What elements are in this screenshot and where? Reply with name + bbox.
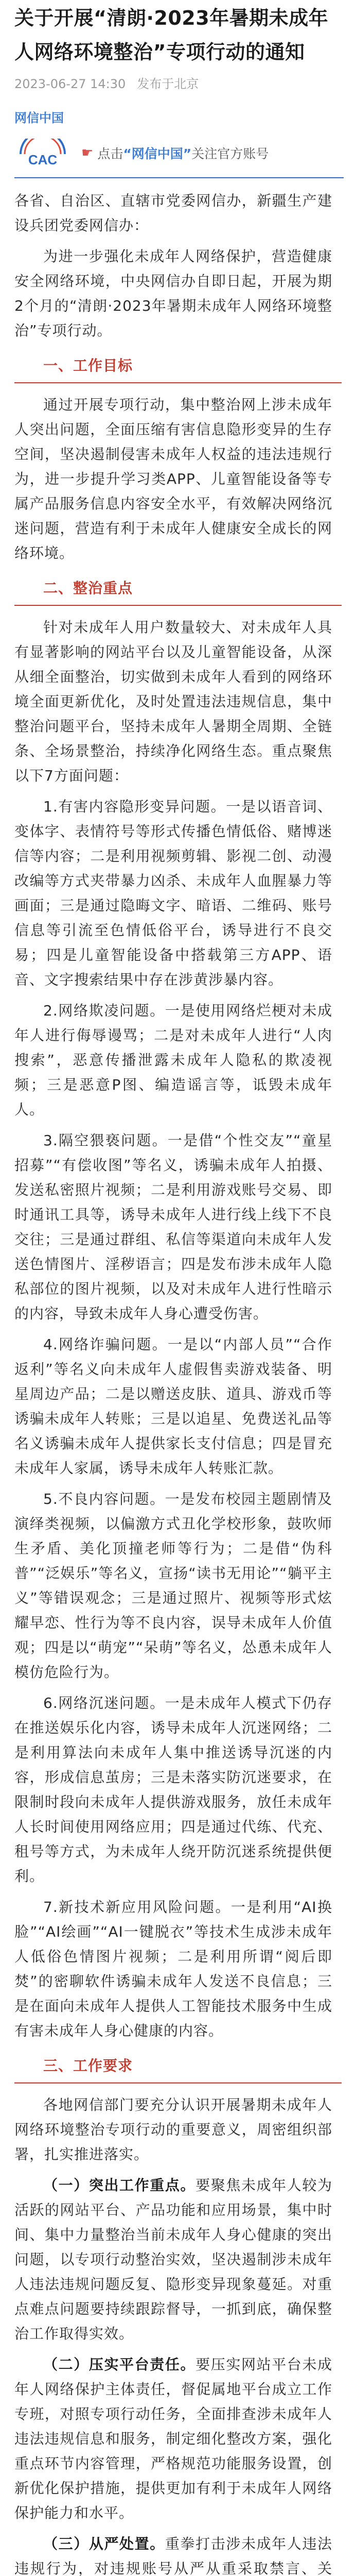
paragraph: 针对未成年人用户数量较大、对未成年人具有显著影响的网站平台以及儿童智能设备，从深从细全面整治，切实做到未成年人看到的网络环境全面更新优化，及时处置违法违规信息，集中整治问题平台，坚持未成年人暑期全周期、全链条、全场景整治，持续净化网络生态。重点聚焦以下7方面问题： — [14, 619, 332, 784]
paragraph: 各地网信部门要充分认识开展暑期未成年人网络环境整治专项行动的重要意义，周密组织部署，扎实推进落实。 — [14, 2096, 332, 2163]
item-text: 要压实网站平台未成年人网络保护主体责任，督促属地平台成立工作专班，对照专项行动任务，全面排查涉未成年人违法违规信息和服务，制定细化整改方案，强化重点环节内容管理，严格规范功能服务设置，创新优化保护措施，提供更加有利于未成年人网络保护能力和水平。 — [14, 2356, 332, 2521]
list-item: 5.不良内容问题。一是发布校园主题剧情及演绎类视频，以偏激方式丑化学校形象，鼓吹师生矛盾、美化顶撞老师等行为；二是借“伪科普”“泛娱乐”等名义，宣扬“读书无用论”“躺平主义”等错误观念；三是通过照片、视频等形式炫耀早恋、性行为等不良内容，误导未成年人价值观；四是以“萌宠”“呆萌”等名义，怂恿未成年人模仿危险行为。 — [14, 1490, 332, 1681]
article-body — [14, 189, 332, 2576]
section-underline — [14, 605, 342, 606]
intro-paragraph: 为进一步强化未成年人网络保护，营造健康安全网络环境，中央网信办自即日起，开展为期2个月的“清朗·2023年暑期未成年人网络环境整治”专项行动。 — [14, 248, 332, 339]
list-item: 6.网络沉迷问题。一是未成年人模式下仍存在推送娱乐化内容，诱导未成年人沉迷网络；二是利用算法向未成年人集中推送诱导沉迷的内容，形成信息茧房；三是未落实防沉迷要求，在限制时段向未成年人提供游戏服务，放任未成年人长时间使用网络应用；四是通过代练、代充、租号等方式，为未成年人绕开防沉迷系统提供便利。 — [14, 1694, 332, 1885]
list-item — [14, 2173, 332, 2346]
item-heading: （二）压实平台责任。 — [43, 2356, 196, 2373]
article-meta — [14, 75, 332, 93]
item-heading: （一）突出工作重点。 — [43, 2177, 196, 2194]
list-item: 3.隔空猥亵问题。一是借“个性交友”“童星招募”“有偿收图”等名义，诱骗未成年人拍摄、发送私密照片视频；二是利用游戏账号交易、即时通讯工具等，诱导未成年人进行线上线下不良交往；三是通过群组、私信等渠道向未成年人发送色情图片、淫秽语言；四是发布涉未成年人隐私部位的图片视频，以及对未成年人进行性暗示的内容，导致未成年人身心遭受伤害。 — [14, 1132, 332, 1322]
salutation: 各省、自治区、直辖市党委网信办，新疆生产建设兵团党委网信办： — [14, 192, 332, 234]
section-underline — [14, 382, 342, 383]
list-item — [14, 2532, 332, 2576]
source-account-link[interactable]: 网信中国 — [14, 110, 64, 125]
list-item: 2.网络欺凌问题。一是使用网络烂梗对未成年人进行侮辱谩骂；二是对未成年人进行“人肉搜索”，恶意传播泄露未成年人隐私的欺凌视频；三是恶意P图、编造谣言等，诋毁未成年人。 — [14, 1002, 332, 1118]
follow-prompt[interactable] — [81, 144, 269, 162]
pointing-hand-icon: ☛ — [81, 145, 94, 161]
publish-date: 2023-06-27 14:30 — [14, 77, 126, 91]
section-heading-1: 一、工作目标 — [43, 357, 133, 374]
click-text: 点击 — [97, 146, 123, 161]
item-text: 重拳打击涉未成年人违法违规行为，对违规账号从严从重采取禁言、关 — [14, 2535, 332, 2576]
paragraph: 通过开展专项行动，集中整治网上涉未成年人突出问题，全面压缩有害信息隐形变异的生存空间，坚决遏制侵害未成年人权益的违法违规行为，进一步提升学习类APP、儿童智能设备等专属产品服务信息内容安全水平，有效解决网络沉迷问题，营造有利于未成年人健康安全成长的网络环境。 — [14, 396, 332, 562]
list-item: 1.有害内容隐形变异问题。一是以语音词、变体字、表情符号等形式传播色情低俗、赌博迷信等内容；二是利用视频剪辑、影视二创、动漫改编等方式夹带暴力凶杀、未成年人血腥暴力等画面；三是通过隐晦文字、暗语、二维码、账号信息等引流至色情低俗平台，诱导进行不良交易；四是儿童智能设备中搭载第三方APP、语音、文字搜索结果中存在涉黄涉暴内容。 — [14, 798, 332, 988]
item-heading: （三）从严处置。 — [43, 2535, 165, 2552]
item-text: 要聚焦未成年人较为活跃的网站平台、产品功能和应用场景，集中时间、集中力量整治当前未成年人身心健康的突出问题，以专项行动整治实效，坚决遏制涉未成年人违法违规问题反复、隐形变异现象蔓延。对重点难点问题要持续跟踪督导，一抓到底，确保整治工作取得实效。 — [14, 2177, 332, 2342]
list-item: 7.新技术新应用风险问题。一是利用“AI换脸”“AI绘画”“AI一键脱衣”等技术生成涉未成年人低俗色情图片视频；二是利用所谓“阅后即焚”的密聊软件诱骗未成年人发送不良信息；三是在面向未成年人提供人工智能技术服务中生成有害未成年人身心健康的内容。 — [14, 1899, 332, 2039]
source-bar — [14, 106, 332, 127]
account-name: “网信中国” — [123, 146, 192, 161]
section-heading-3: 三、工作要求 — [43, 2057, 133, 2074]
cac-logo-icon — [14, 139, 71, 167]
logo-text: CAC — [28, 152, 58, 167]
follow-text: 关注官方账号 — [191, 146, 269, 161]
list-item — [14, 2352, 332, 2526]
section-heading-2: 二、整治重点 — [43, 580, 133, 597]
header-divider — [14, 177, 344, 178]
list-item: 4.网络诈骗问题。一是以“内部人员”“合作返利”等名义向未成年人虚假售卖游戏装备、明星周边产品；二是以赠送皮肤、道具、游戏币等诱骗未成年人转账；三是以追星、免费送礼品等名义诱骗未成年人提供家长支付信息；四是冒充未成年人家属，诱导未成年人转账汇款。 — [14, 1336, 332, 1477]
article-title: 关于开展“清朗·2023年暑期未成年人网络环境整治”专项行动的通知 — [14, 7, 329, 63]
publish-location: 发布于北京 — [137, 77, 199, 91]
follow-banner[interactable] — [14, 136, 332, 170]
section-underline — [14, 2082, 342, 2083]
